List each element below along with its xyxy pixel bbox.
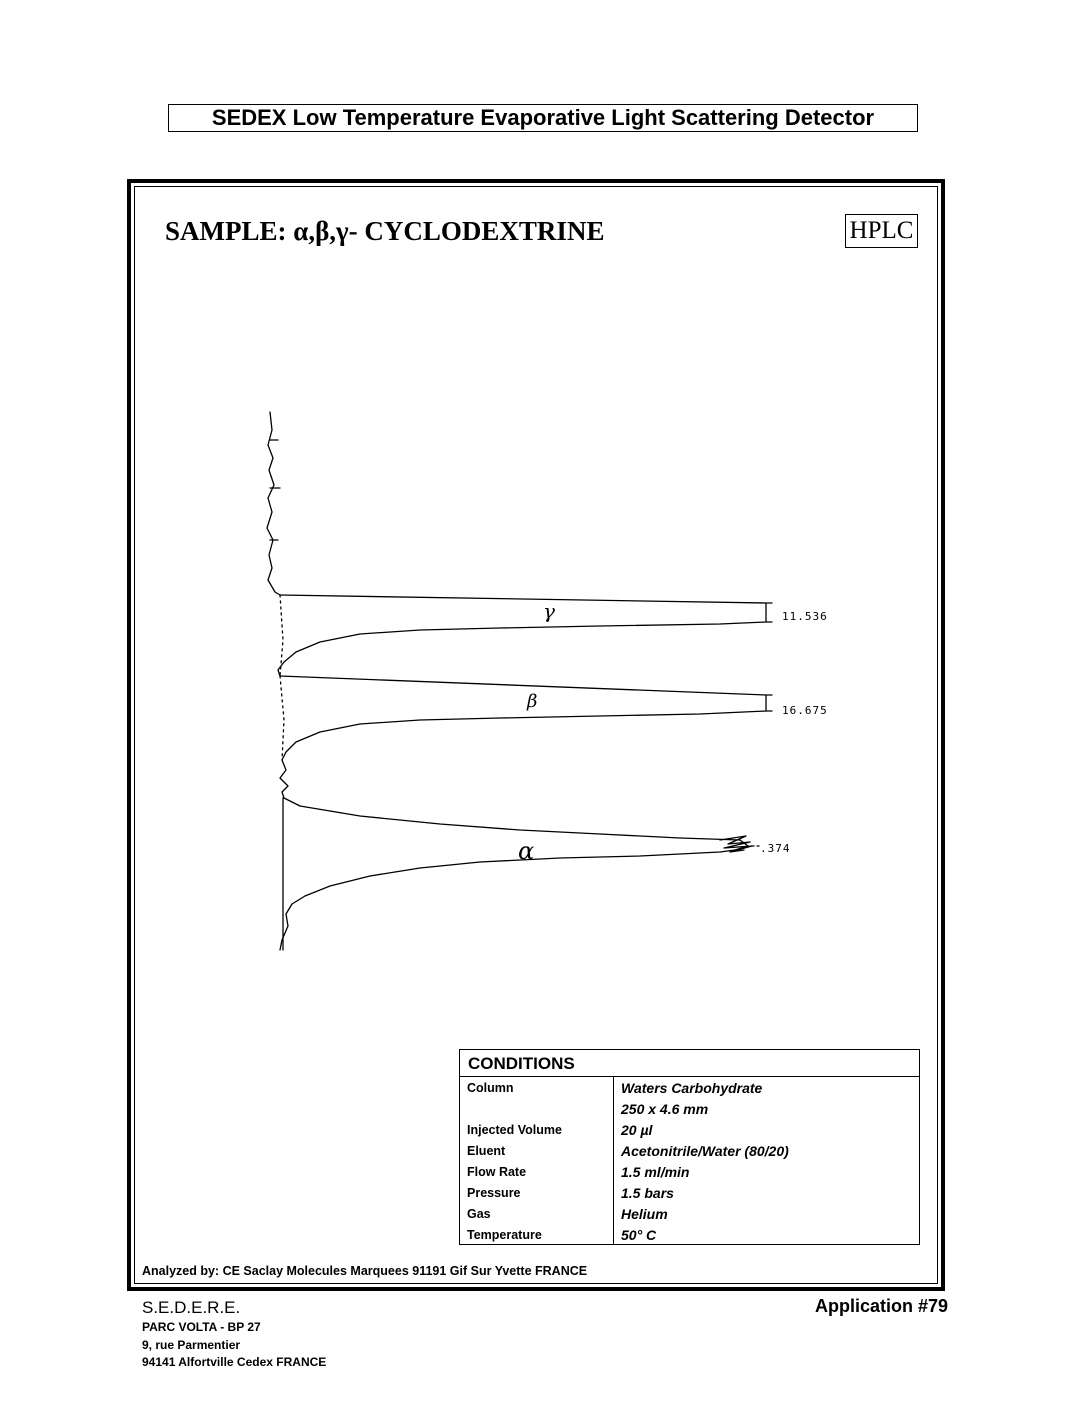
condition-value: 1.5 bars xyxy=(621,1185,674,1201)
conditions-body xyxy=(460,1077,919,1244)
conditions-row xyxy=(460,1142,919,1163)
peak-alpha-letter: α xyxy=(518,837,535,865)
condition-label: Temperature xyxy=(467,1228,542,1242)
conditions-row xyxy=(460,1205,919,1226)
peak-gamma-retention: 11.536 xyxy=(782,610,828,623)
condition-value: 250 x 4.6 mm xyxy=(621,1101,709,1117)
peak-alpha-retention: .374 xyxy=(760,842,791,855)
conditions-row xyxy=(460,1121,919,1142)
condition-label: Flow Rate xyxy=(467,1165,527,1179)
condition-value: 50° C xyxy=(621,1227,657,1243)
conditions-row xyxy=(460,1079,919,1100)
conditions-row xyxy=(460,1226,919,1247)
sample-title: SAMPLE: α,β,γ- CYCLODEXTRINE xyxy=(165,216,605,246)
application-number: Application #79 xyxy=(814,1296,948,1316)
address-line: 94141 Alfortville Cedex FRANCE xyxy=(142,1355,327,1369)
condition-value: Helium xyxy=(621,1206,668,1222)
conditions-row xyxy=(460,1100,919,1121)
conditions-row xyxy=(460,1184,919,1205)
condition-label: Column xyxy=(467,1081,514,1095)
condition-value: 20 µl xyxy=(621,1122,653,1138)
condition-label: Eluent xyxy=(467,1144,506,1158)
peak-alpha-trace xyxy=(280,798,748,950)
peak-gamma-trace xyxy=(278,595,766,676)
company-name: S.E.D.E.R.E. xyxy=(142,1298,241,1317)
conditions-title: CONDITIONS xyxy=(460,1050,919,1077)
peak-beta-retention: 16.675 xyxy=(782,704,828,717)
condition-label: Injected Volume xyxy=(467,1123,562,1137)
condition-value: 1.5 ml/min xyxy=(621,1164,690,1180)
address-line: 9, rue Parmentier xyxy=(142,1338,241,1352)
analyzed-by-credit: Analyzed by: CE Saclay Molecules Marquees 91191 Gif Sur Yvette FRANCE xyxy=(142,1264,588,1278)
peak-gamma-letter: γ xyxy=(543,599,555,623)
condition-label: Gas xyxy=(467,1207,491,1221)
condition-value: Acetonitrile/Water (80/20) xyxy=(621,1143,789,1159)
condition-label: Pressure xyxy=(467,1186,521,1200)
peak-beta-letter: β xyxy=(527,691,538,712)
conditions-row xyxy=(460,1163,919,1184)
condition-value: Waters Carbohydrate xyxy=(621,1080,763,1096)
address-line: PARC VOLTA - BP 27 xyxy=(142,1320,261,1334)
conditions-table xyxy=(459,1049,920,1245)
document-header-title: SEDEX Low Temperature Evaporative Light Scattering Detector xyxy=(168,104,918,132)
peak-beta-trace xyxy=(280,676,766,760)
hplc-badge: HPLC xyxy=(845,214,918,248)
